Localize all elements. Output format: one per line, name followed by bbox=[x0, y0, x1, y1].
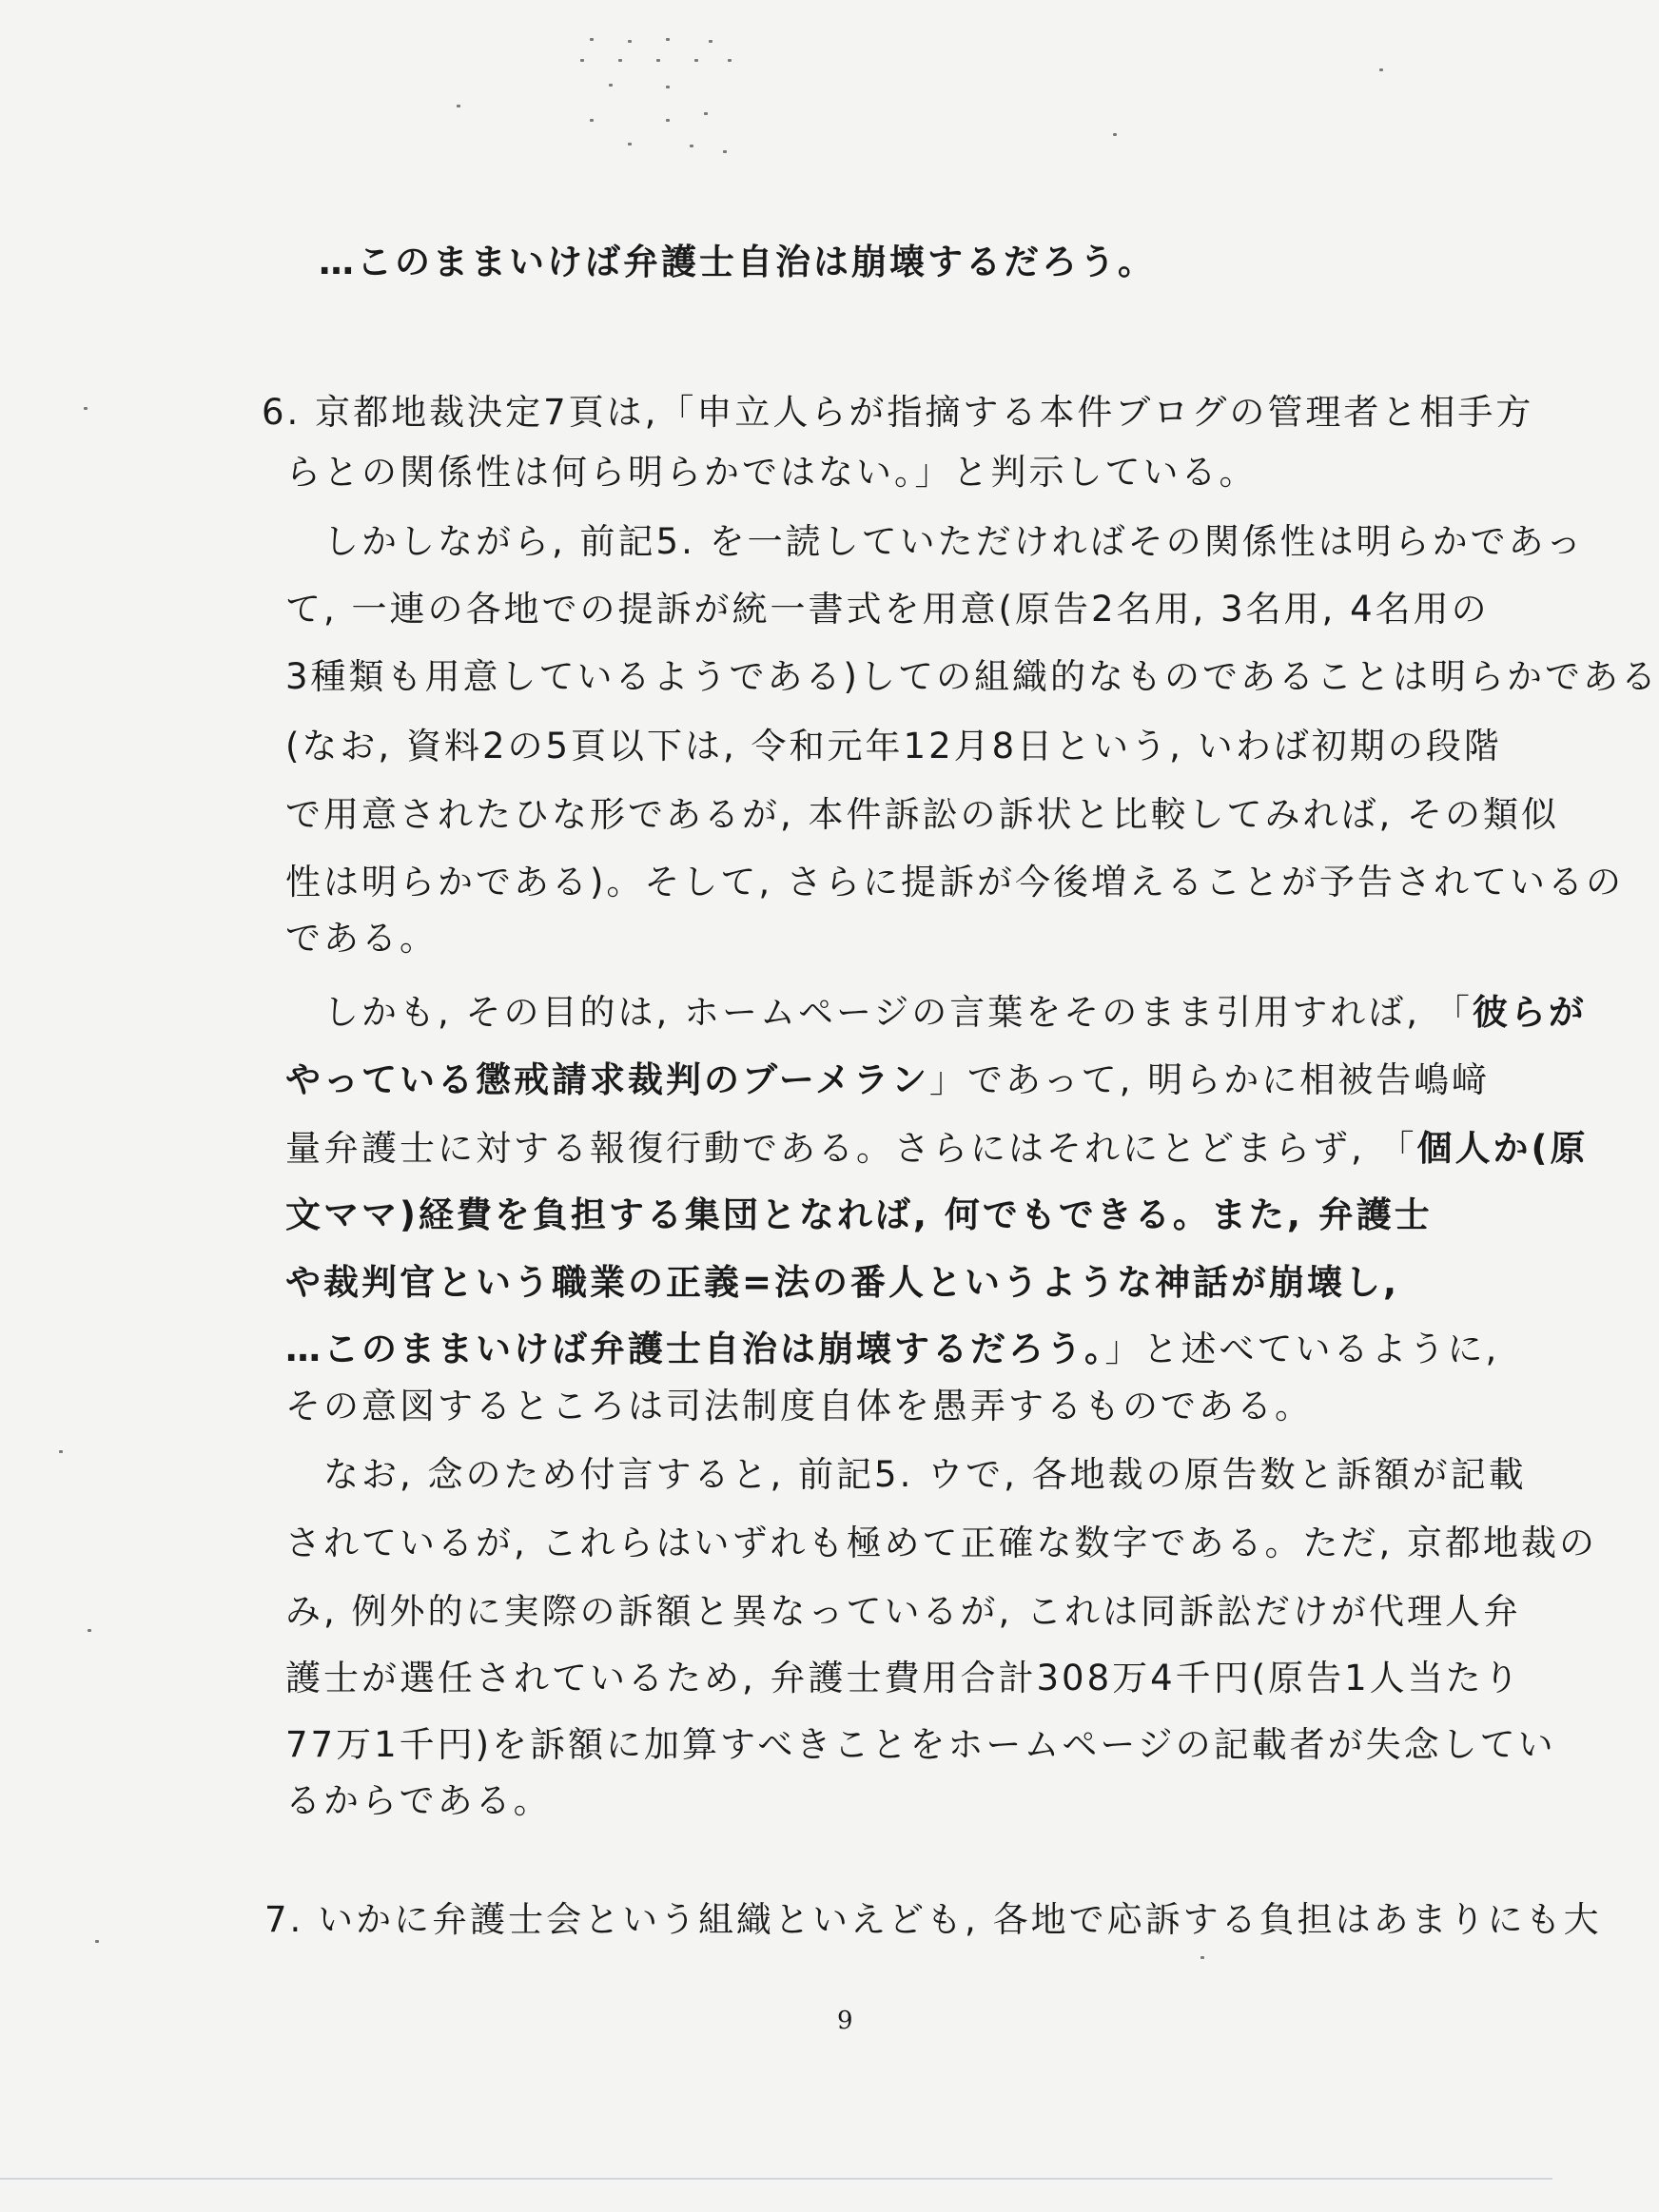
p6-l19: み, 例外的に実際の訴額と異なっているが, これは同訴訟だけが代理人弁 bbox=[285, 1591, 1522, 1632]
p6-l16: その意図するところは司法制度自体を愚弄するものである。 bbox=[285, 1386, 1313, 1426]
p6-l11: やっている懲戒請求裁判のブーメラン」であって, 明らかに相被告嶋﨑 bbox=[285, 1059, 1491, 1100]
scan-speck bbox=[728, 59, 732, 62]
p6-l15: …このままいけば弁護士自治は崩壊するだろう。」と述べているように, bbox=[285, 1329, 1500, 1369]
scan-speck bbox=[590, 38, 594, 41]
p6-l1: 6. 京都地裁決定7頁は,「申立人らが指摘する本件ブログの管理者と相手方 bbox=[262, 392, 1534, 433]
p6-l12: 量弁護士に対する報復行動である。さらにはそれにとどまらず, 「個人か(原 bbox=[285, 1128, 1589, 1169]
p6-l3: しかしながら, 前記5. を一読していただければその関係性は明らかであっ bbox=[323, 521, 1585, 562]
scan-speck bbox=[88, 1629, 91, 1632]
p6-l10a: しかも, その目的は, ホームページの言葉をそのまま引用すれば, 「彼らが bbox=[323, 992, 1587, 1033]
p6-l18: されているが, これらはいずれも極めて正確な数字である。ただ, 京都地裁の bbox=[285, 1523, 1598, 1563]
scan-speck bbox=[704, 112, 708, 115]
scan-speck bbox=[656, 59, 660, 62]
scan-speck bbox=[59, 1450, 63, 1453]
scan-speck bbox=[666, 86, 670, 88]
scan-speck bbox=[1379, 68, 1383, 71]
scan-speck bbox=[84, 407, 88, 410]
scan-speck bbox=[628, 40, 632, 43]
p6-l13: 文ママ)経費を負担する集団となれば, 何でもできる。また, 弁護士 bbox=[285, 1194, 1433, 1235]
scan-speck bbox=[723, 150, 727, 153]
p6-l8: 性は明らかである)。そして, さらに提訴が今後増えることが予告されているの bbox=[285, 862, 1624, 902]
p7-l1: 7. いかに弁護士会という組織といえども, 各地で応訴する負担はあまりにも大 bbox=[264, 1899, 1602, 1940]
scan-speck bbox=[609, 84, 613, 87]
scan-speck bbox=[1200, 1956, 1204, 1959]
scan-speck bbox=[666, 119, 670, 122]
scan-speck bbox=[618, 59, 622, 62]
scan-speck bbox=[1113, 133, 1117, 136]
scan-speck bbox=[628, 143, 632, 146]
p6-l22: るからである。 bbox=[285, 1780, 552, 1821]
p6-l6: (なお, 資料2の5頁以下は, 令和元年12月8日という, いわば初期の段階 bbox=[285, 726, 1502, 766]
page-number: 9 bbox=[837, 2007, 853, 2035]
scan-speck bbox=[709, 40, 712, 43]
quote-top-text: …このままいけば弁護士自治は崩壊するだろう。 bbox=[319, 242, 1156, 282]
p6-l20: 護士が選任されているため, 弁護士費用合計308万4千円(原告1人当たり bbox=[285, 1658, 1522, 1698]
scan-speck bbox=[590, 119, 594, 122]
p6-l9: である。 bbox=[285, 918, 438, 959]
scan-speck bbox=[694, 59, 698, 62]
p6-l17: なお, 念のため付言すると, 前記5. ウで, 各地裁の原告数と訴額が記載 bbox=[323, 1454, 1527, 1495]
quote-top bbox=[319, 244, 1156, 280]
scan-speck bbox=[666, 38, 670, 41]
scan-speck bbox=[95, 1940, 99, 1943]
p6-l5: 3種類も用意しているようである)しての組織的なものであることは明らかである bbox=[285, 656, 1659, 697]
scan-speck bbox=[580, 59, 584, 62]
p6-l7: で用意されたひな形であるが, 本件訴訟の訴状と比較してみれば, その類似 bbox=[285, 794, 1560, 835]
scan-speck bbox=[690, 145, 693, 147]
scan-edge-rule bbox=[0, 2178, 1552, 2180]
scan-speck bbox=[457, 105, 460, 107]
p6-l4: て, 一連の各地での提訴が統一書式を用意(原告2名用, 3名用, 4名用の bbox=[285, 589, 1490, 630]
p6-l14: や裁判官という職業の正義=法の番人というような神話が崩壊し, bbox=[285, 1262, 1400, 1303]
p6-l21: 77万1千円)を訴額に加算すべきことをホームページの記載者が失念してい bbox=[285, 1724, 1556, 1765]
p6-l2: らとの関係性は何ら明らかではない。」と判示している。 bbox=[285, 452, 1258, 493]
